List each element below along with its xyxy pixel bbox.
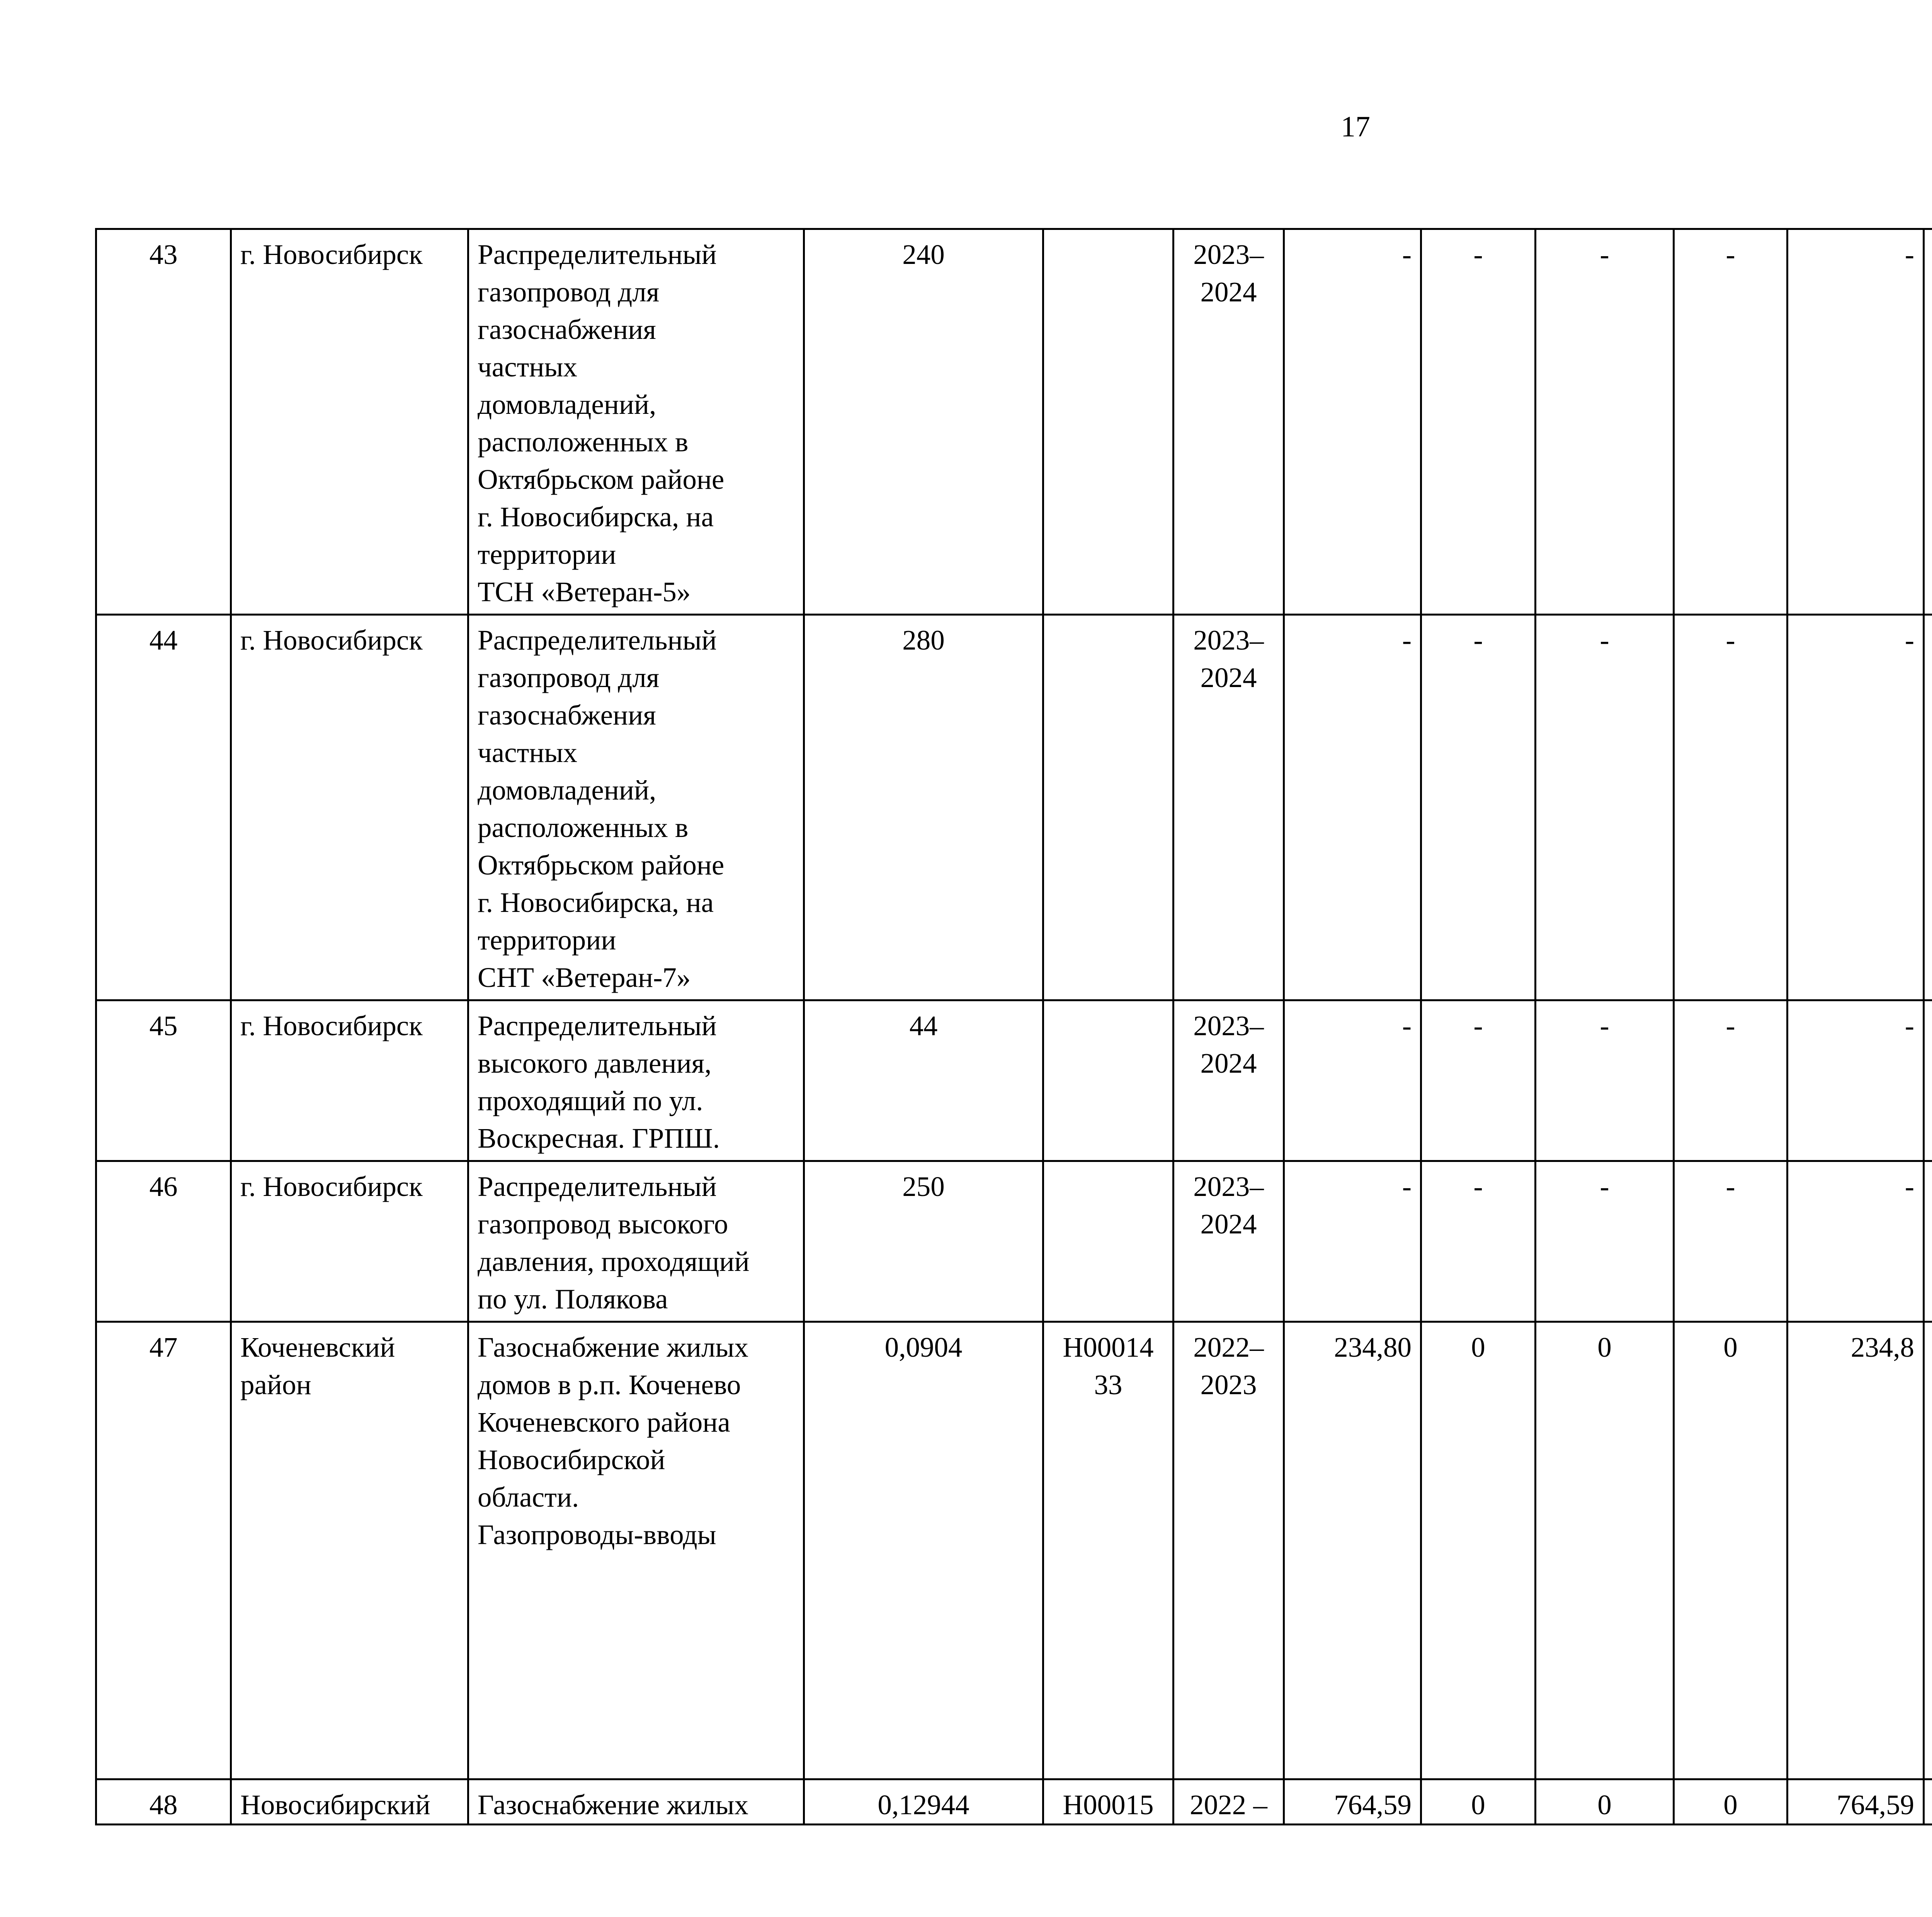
funding-local-cell: [1674, 1779, 1787, 1825]
code-cell: [1043, 1779, 1173, 1825]
funding-local: -: [1726, 624, 1735, 656]
funding-other: -: [1905, 624, 1914, 656]
row-number: 43: [149, 239, 178, 270]
code-cell: [1043, 229, 1173, 615]
years-cell: [1173, 229, 1284, 615]
years-cell: [1173, 615, 1284, 1000]
funding-total: 234,80: [1334, 1332, 1412, 1363]
gas-supply-table: [95, 228, 1932, 1825]
funding-other-cell: [1787, 1000, 1924, 1161]
funding-regional: 0: [1597, 1789, 1612, 1820]
funding-other: -: [1905, 239, 1914, 270]
funding-regional-cell: [1536, 1779, 1674, 1825]
funding-other-cell: [1787, 1322, 1924, 1779]
funding-local-cell: [1674, 615, 1787, 1000]
object-name-cell: [468, 615, 804, 1000]
years-period: 2023– 2024: [1193, 239, 1264, 308]
district-cell: [231, 229, 468, 615]
funding-regional: -: [1600, 1171, 1609, 1202]
years-cell: [1173, 1161, 1284, 1322]
object-name-cell: [468, 1000, 804, 1161]
funding-total: -: [1402, 1171, 1412, 1202]
funding-local: 0: [1723, 1789, 1738, 1820]
funding-regional: 0: [1597, 1332, 1612, 1363]
funding-federal-cell: [1421, 1779, 1536, 1825]
object-name: Распределительный газопровод для газоснабжения частных домовладений, расположенных в Октябрьском районе г. Новосибирска, на территории ТСН «Ветеран-5»: [478, 239, 724, 607]
length-cell: [804, 229, 1043, 615]
funding-regional: -: [1600, 1010, 1609, 1041]
district-cell: [231, 1161, 468, 1322]
district: г. Новосибирск: [240, 239, 423, 270]
row-number-cell: [96, 1779, 231, 1825]
years-period: 2022 –: [1190, 1789, 1267, 1820]
length-value: 0,0904: [884, 1332, 963, 1363]
object-code: Н00014 33: [1063, 1332, 1154, 1400]
object-name-cell: [468, 1322, 804, 1779]
funding-other: -: [1905, 1171, 1914, 1202]
object-name: Распределительный газопровод для газоснабжения частных домовладений, расположенных в Октябрьском районе г. Новосибирска, на территории СНТ «Ветеран-7»: [478, 624, 724, 993]
row-number-cell: [96, 1322, 231, 1779]
row-number-cell: [96, 229, 231, 615]
funding-total: -: [1402, 1010, 1412, 1041]
length-value: 280: [902, 624, 945, 656]
district-cell: [231, 1322, 468, 1779]
years-cell: [1173, 1000, 1284, 1161]
years-period: 2023– 2024: [1193, 624, 1264, 693]
length-cell: [804, 1000, 1043, 1161]
funding-other: 764,59: [1837, 1789, 1914, 1820]
table-row: [96, 1000, 1932, 1161]
table-row: [96, 615, 1932, 1000]
code-cell: [1043, 1161, 1173, 1322]
funding-local-cell: [1674, 1000, 1787, 1161]
funding-total-cell: [1284, 1000, 1421, 1161]
funding-other-cell: [1787, 615, 1924, 1000]
object-name: Распределительный высокого давления, проходящий по ул. Воскресная. ГРПШ.: [478, 1010, 720, 1154]
district: Коченевский район: [240, 1332, 395, 1400]
row-number: 48: [149, 1789, 178, 1820]
funding-other: 234,8: [1850, 1332, 1914, 1363]
funding-total-cell: [1284, 1322, 1421, 1779]
funding-total-cell: [1284, 615, 1421, 1000]
funding-regional-cell: [1536, 1000, 1674, 1161]
funding-local: -: [1726, 1171, 1735, 1202]
object-name: Газоснабжение жилых домов в р.п. Коченево Коченевского района Новосибирской области. Газопроводы-вводы: [478, 1332, 748, 1550]
page-number: 17: [1341, 111, 1370, 143]
length-value: 250: [902, 1171, 945, 1202]
organization-cell: [1924, 615, 1932, 1000]
row-number-cell: [96, 1161, 231, 1322]
organization-cell: [1924, 229, 1932, 615]
funding-total-cell: [1284, 1161, 1421, 1322]
funding-federal-cell: [1421, 1161, 1536, 1322]
years-period: 2023– 2024: [1193, 1010, 1264, 1079]
district-cell: [231, 1000, 468, 1161]
funding-local-cell: [1674, 1161, 1787, 1322]
funding-federal: 0: [1471, 1332, 1485, 1363]
funding-local-cell: [1674, 1322, 1787, 1779]
district: Новосибирский: [240, 1789, 430, 1820]
row-number: 44: [149, 624, 178, 656]
years-period: 2023– 2024: [1193, 1171, 1264, 1240]
funding-other-cell: [1787, 229, 1924, 615]
district: г. Новосибирск: [240, 1171, 423, 1202]
length-cell: [804, 1322, 1043, 1779]
years-cell: [1173, 1779, 1284, 1825]
code-cell: [1043, 1000, 1173, 1161]
table-row: [96, 229, 1932, 615]
funding-regional-cell: [1536, 615, 1674, 1000]
object-name-cell: [468, 229, 804, 615]
district-cell: [231, 615, 468, 1000]
funding-total: -: [1402, 624, 1412, 656]
district: г. Новосибирск: [240, 1010, 423, 1041]
funding-total-cell: [1284, 1779, 1421, 1825]
length-value: 44: [909, 1010, 938, 1041]
organization-cell: [1924, 1322, 1932, 1779]
table-row: [96, 1322, 1932, 1779]
organization-cell: [1924, 1161, 1932, 1322]
funding-federal: -: [1473, 1171, 1483, 1202]
funding-local: -: [1726, 239, 1735, 270]
length-cell: [804, 1161, 1043, 1322]
funding-other: -: [1905, 1010, 1914, 1041]
code-cell: [1043, 615, 1173, 1000]
object-name: Распределительный газопровод высокого давления, проходящий по ул. Полякова: [478, 1171, 750, 1315]
funding-federal-cell: [1421, 1322, 1536, 1779]
funding-local: 0: [1723, 1332, 1738, 1363]
funding-other-cell: [1787, 1161, 1924, 1322]
funding-federal: 0: [1471, 1789, 1485, 1820]
funding-federal-cell: [1421, 229, 1536, 615]
organization-cell: [1924, 1000, 1932, 1161]
funding-other-cell: [1787, 1779, 1924, 1825]
funding-total-cell: [1284, 229, 1421, 615]
funding-federal: -: [1473, 239, 1483, 270]
row-number: 47: [149, 1332, 178, 1363]
funding-regional-cell: [1536, 1322, 1674, 1779]
row-number: 46: [149, 1171, 178, 1202]
row-number-cell: [96, 615, 231, 1000]
object-name-cell: [468, 1779, 804, 1825]
district-cell: [231, 1779, 468, 1825]
object-name: Газоснабжение жилых: [478, 1789, 748, 1820]
funding-regional-cell: [1536, 229, 1674, 615]
district: г. Новосибирск: [240, 624, 423, 656]
length-cell: [804, 615, 1043, 1000]
years-period: 2022– 2023: [1193, 1332, 1264, 1400]
table-row: [96, 1161, 1932, 1322]
funding-local: -: [1726, 1010, 1735, 1041]
length-cell: [804, 1779, 1043, 1825]
funding-total: 764,59: [1334, 1789, 1412, 1820]
funding-regional: -: [1600, 239, 1609, 270]
funding-federal: -: [1473, 1010, 1483, 1041]
years-cell: [1173, 1322, 1284, 1779]
organization-cell: [1924, 1779, 1932, 1825]
object-code: Н00015: [1063, 1789, 1154, 1820]
table-body: [96, 229, 1932, 1825]
funding-regional-cell: [1536, 1161, 1674, 1322]
funding-local-cell: [1674, 229, 1787, 615]
funding-federal: -: [1473, 624, 1483, 656]
length-value: 0,12944: [878, 1789, 969, 1820]
row-number-cell: [96, 1000, 231, 1161]
table-row: [96, 1779, 1932, 1825]
code-cell: [1043, 1322, 1173, 1779]
funding-total: -: [1402, 239, 1412, 270]
object-name-cell: [468, 1161, 804, 1322]
funding-regional: -: [1600, 624, 1609, 656]
length-value: 240: [902, 239, 945, 270]
funding-federal-cell: [1421, 1000, 1536, 1161]
funding-federal-cell: [1421, 615, 1536, 1000]
row-number: 45: [149, 1010, 178, 1041]
